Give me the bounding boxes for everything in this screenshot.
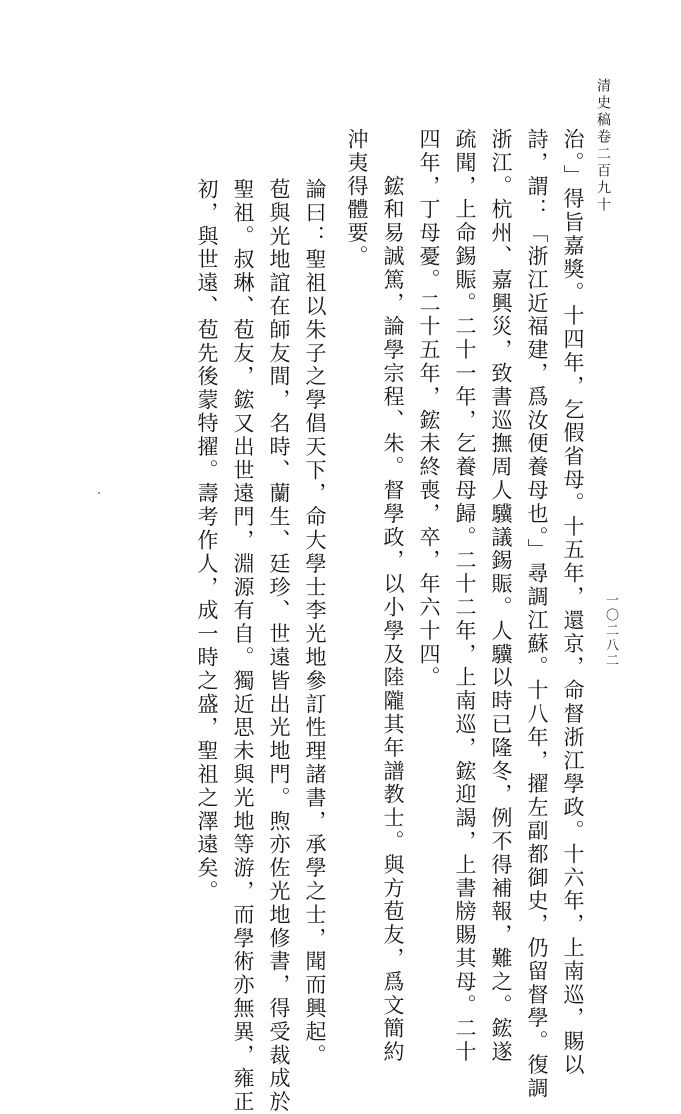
commentary-text-block bbox=[195, 178, 327, 1114]
text-line: 聖祖。叔琳、苞友，鋐又出世遠門，淵源有自。獨近思未與光地等游，而學術亦無異，雍正 bbox=[231, 178, 255, 1114]
text-line: 詩，謂：「浙江近福建，爲汝便養母也。」尋調江蘇。十八年，擢左副都御史，仍留督學。復調 bbox=[525, 128, 549, 1101]
scan-speck bbox=[98, 492, 100, 494]
running-header-title: 清史稿卷二百九十 bbox=[595, 78, 611, 214]
text-line: 論曰：聖祖以朱子之學倡天下，命大學士李光地參訂性理諸書，承學之士，聞而興起。 bbox=[303, 178, 327, 1068]
text-line: 苞與光地誼在師友間，名時、蘭生、廷珍、世遠皆出光地門。煦亦佐光地修書，得受裁成於 bbox=[267, 178, 291, 1114]
text-line: 初，與世遠、苞先後蒙特擢。壽考作人，成一時之盛，聖祖之澤遠矣。 bbox=[195, 178, 219, 904]
text-line: 疏聞，上命錫賑。二十一年，乞養母歸。二十二年，上南巡，鋐迎謁，上書牓賜其母。二十 bbox=[453, 128, 477, 1064]
page-number: 一〇二八二 bbox=[603, 593, 618, 668]
text-line: 浙江。杭州、嘉興災，致書巡撫周人驥議錫賑。人驥以時已隆冬，例不得補報，難之。鋐遂 bbox=[489, 128, 513, 1064]
text-line: 沖夷得體要。 bbox=[345, 128, 369, 269]
text-line: 四年，丁母憂。二十五年，鋐未終喪，卒，年六十四。 bbox=[417, 128, 441, 690]
biography-text-block bbox=[345, 128, 585, 1100]
text-line: 治。」得旨嘉獎。十四年，乞假省母。十五年，還京，命督浙江學政。十六年，上南巡，賜以 bbox=[561, 128, 585, 1077]
text-line: 鋐和易誠篤，論學宗程、朱。督學政，以小學及陸隴其年譜教士。與方苞友，爲文簡約 bbox=[381, 128, 405, 1064]
